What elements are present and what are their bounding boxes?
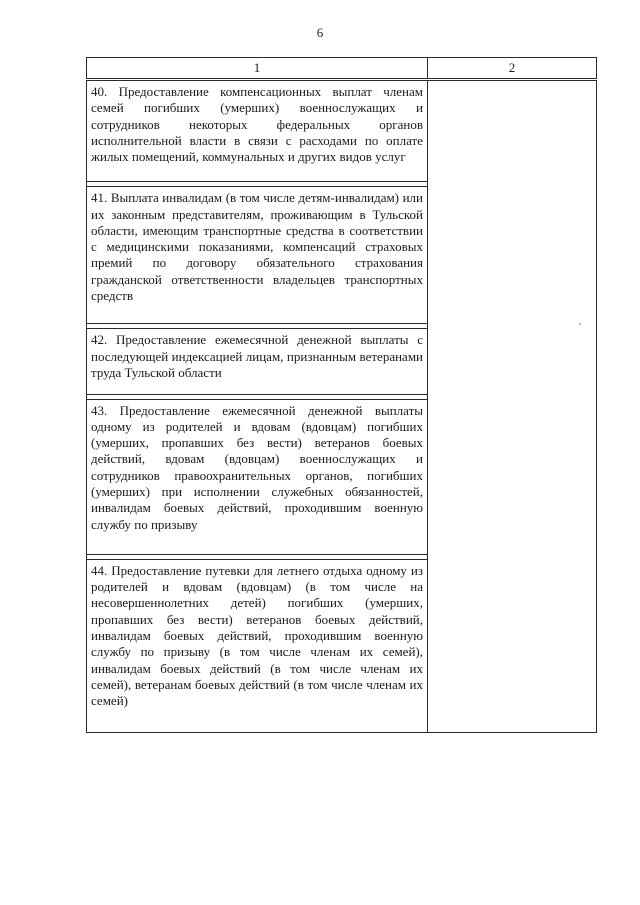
column-header-2: 2 [428,58,597,80]
column-header-1: 1 [87,58,428,80]
item-43-text: 43. Предоставление ежемесячной денежной выплаты одному из родителей и вдовам (вдовцам) погибших (умерших, пропавших без вести) ветеранов боевых действий, вдовам (вдовцам) военнослужащих и сотрудников правоохранительных органов, погибших (умерших) при исполнении служебных обязанностей, инвалидам боевых действий, проходившим военную службу по призыву [91,402,423,532]
item-cell [87,187,428,324]
item-42-text: 42. Предоставление ежемесячной денежной выплаты с последующей индексацией лицам, признанным ветеранами труда Тульской области [91,332,423,381]
scan-speck: ' [579,322,581,333]
item-44-text: 44. Предоставление путевки для летнего отдыха одному из родителей и вдовам (вдовцам) (в том числе на несовершеннолетних детей) погибших (умерших, пропавших без вести) ветеранов боевых действий, инвалидам боевых действий, проходившим военную службу по призыву (в том числе членам их семей), инвалидам боевых действий (в том числе членам их семей), ветеранам боевых действий (в том числе членам их семей) [91,562,423,709]
item-cell [87,559,428,732]
item-40-text: 40. Предоставление компенсационных выплат членам семей погибших (умерших) военнослужащих и сотрудников некоторых федеральных органов исполнительной власти в связи с расходами по оплате жилых помещений, коммунальных и других видов услуг [91,84,423,165]
item-cell [87,80,428,182]
item-cell [87,399,428,554]
empty-column-2 [428,80,597,733]
table-header-row [87,58,597,80]
item-41-text: 41. Выплата инвалидам (в том числе детям-инвалидам) или их законным представителям, проживающим в Тульской области, имеющим транспортные средства в соответствии с медицинскими показаниями, компенсаций страховых премий по договору обязательного страхования гражданской ответственности владельцев транспортных средств [91,190,423,304]
page-number: 6 [316,25,324,40]
item-cell [87,329,428,394]
table-row [87,80,597,182]
services-table [86,57,597,733]
